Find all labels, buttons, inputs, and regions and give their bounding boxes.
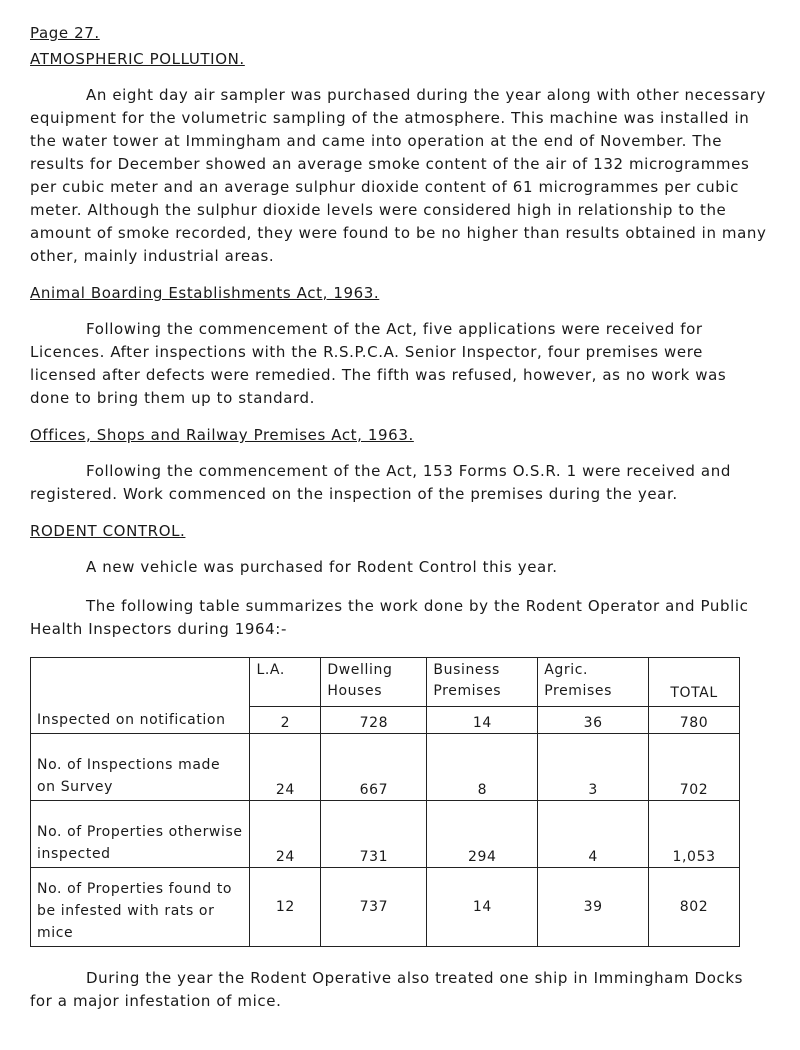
table-cell: 12: [250, 867, 321, 946]
table-cell: 4: [538, 800, 649, 867]
table-header-cell: [31, 658, 250, 707]
table-cell: 294: [427, 800, 538, 867]
rodent-closing-paragraph: During the year the Rodent Operative also treated one ship in Immingham Docks for a major infestation of mice.: [30, 968, 744, 1010]
table-row: [31, 867, 740, 946]
table-header-cell: Agric. Premises: [538, 658, 649, 707]
table-cell: 2: [250, 707, 321, 734]
table-cell: 728: [321, 707, 427, 734]
table-cell: 802: [649, 867, 740, 946]
table-cell: 36: [538, 707, 649, 734]
row-label: No. of Properties found to be infested with rats or mice: [31, 867, 250, 946]
table-header-cell: Dwelling Houses: [321, 658, 427, 707]
table-cell: 14: [427, 867, 538, 946]
table-row: [31, 800, 740, 867]
animal-boarding-heading: Animal Boarding Establishments Act, 1963.: [30, 284, 380, 302]
table-cell: 24: [250, 733, 321, 800]
table-row: [31, 707, 740, 734]
atmospheric-pollution-paragraph: An eight day air sampler was purchased during the year along with other necessary equipment for the volumetric sampling of the atmosphere. This machine was installed in the water tower at Immingham and came into operation at the end of November. The results for December showed an average smoke content of the air of 132 microgrammes per cubic meter and an average sulphur dioxide content of 61 microgrammes per cubic meter. Although the sulphur dioxide levels were considered high in relationship to the amount of smoke recorded, they were found to be no higher than results obtained in many other, mainly industrial areas.: [30, 86, 767, 265]
table-cell: 731: [321, 800, 427, 867]
table-cell: 702: [649, 733, 740, 800]
document-page: [30, 24, 770, 1029]
table-cell: 780: [649, 707, 740, 734]
row-label: Inspected on notification: [31, 707, 250, 734]
table-header-cell: TOTAL: [649, 658, 740, 707]
rodent-control-table: [30, 657, 740, 947]
table-cell: 14: [427, 707, 538, 734]
rodent-table-intro: The following table summarizes the work done by the Rodent Operator and Public Health Inspectors during 1964:-: [30, 597, 749, 638]
page-number: Page 27.: [30, 24, 100, 42]
table-cell: 8: [427, 733, 538, 800]
table-row: [31, 733, 740, 800]
row-label: No. of Inspections made on Survey: [31, 733, 250, 800]
table-header-row: [31, 658, 740, 707]
table-header-cell: Business Premises: [427, 658, 538, 707]
rodent-control-heading: RODENT CONTROL.: [30, 522, 186, 540]
table-header-cell: L.A.: [250, 658, 321, 707]
table-cell: 3: [538, 733, 649, 800]
offices-shops-paragraph: Following the commencement of the Act, 153 Forms O.S.R. 1 were received and registered. Work commenced on the inspection of the premises during the year.: [30, 462, 731, 503]
table-cell: 1,053: [649, 800, 740, 867]
table-cell: 24: [250, 800, 321, 867]
table-cell: 667: [321, 733, 427, 800]
animal-boarding-paragraph: Following the commencement of the Act, five applications were received for Licences. After inspections with the R.S.P.C.A. Senior Inspector, four premises were licensed after defects were remedied. The fifth was refused, however, as no work was done to bring them up to standard.: [30, 320, 727, 407]
table-cell: 737: [321, 867, 427, 946]
offices-shops-heading: Offices, Shops and Railway Premises Act, 1963.: [30, 426, 414, 444]
row-label: No. of Properties otherwise inspected: [31, 800, 250, 867]
table-cell: 39: [538, 867, 649, 946]
atmospheric-pollution-heading: ATMOSPHERIC POLLUTION.: [30, 50, 245, 68]
rodent-vehicle-paragraph: A new vehicle was purchased for Rodent Control this year.: [86, 558, 558, 576]
